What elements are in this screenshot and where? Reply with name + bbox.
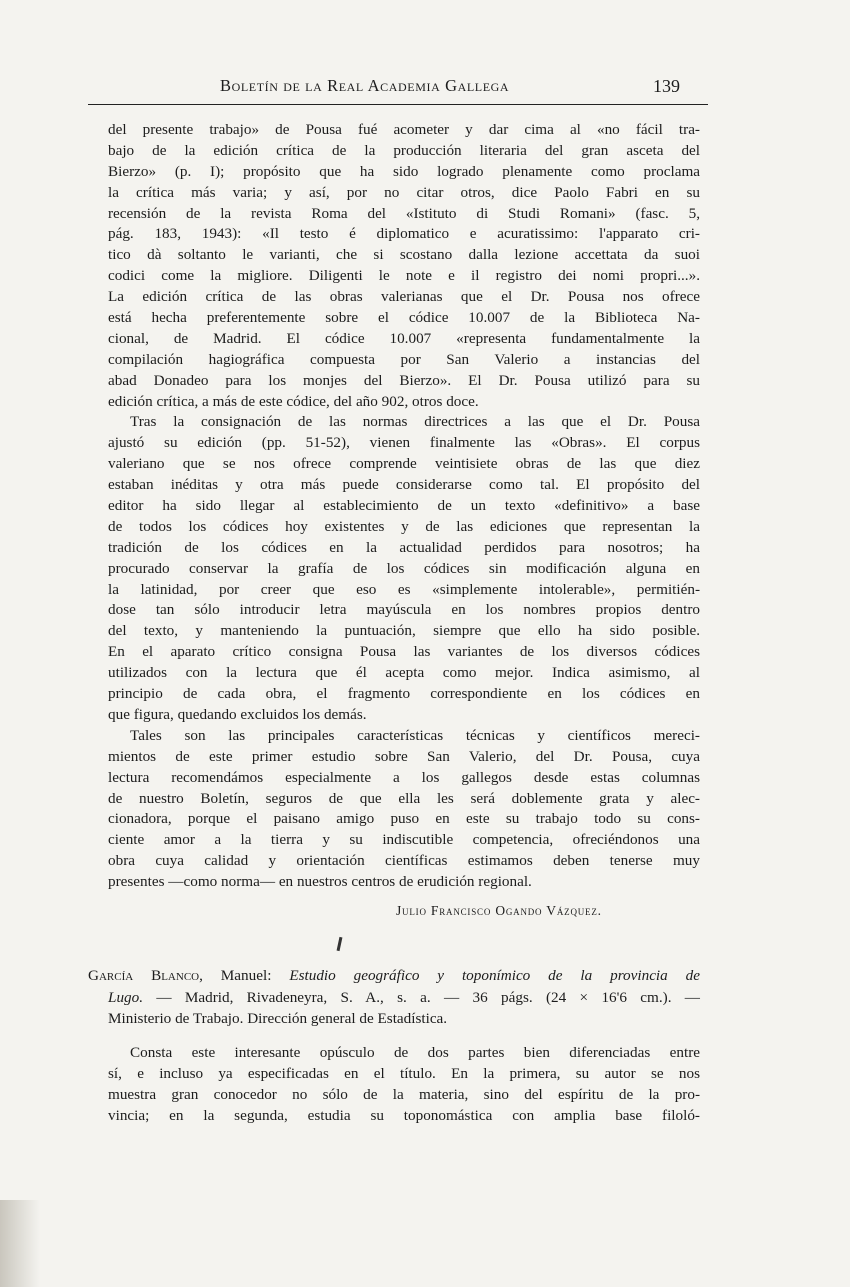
text-line: tradición de los códices en la actualidad perdidos para nosotros; ha [108,538,700,556]
entry-line: Ministerio de Trabajo. Dirección general de Estadística. [108,1010,448,1027]
text-line: bajo de la edición crítica de la producción literaria del gran asceta del [108,141,700,159]
text-line: sí, e incluso ya especificadas en el título. En la primera, su autor se nos [108,1064,700,1082]
text-line: recensión de la revista Roma del «Istituto di Studi Romani» (fasc. 5, [108,204,700,222]
entry-author: García Blanco [88,967,200,984]
text-line: edición crítica, a más de este códice, del año 902, otros doce. [108,392,479,410]
scan-edge-shadow [0,1200,40,1287]
text-line: la latinidad, por creer que eso es «simplemente intolerable», permitién- [108,580,700,598]
text-line: La edición crítica de las obras valerianas que el Dr. Pousa nos ofrece [108,288,700,306]
entry-line [88,987,700,1009]
text-line: dose tan sólo introducir letra mayúscula en los nombres propios dentro [108,601,700,619]
text-line: cionadora, porque el paisano amigo puso en este su trabajo todo su cons- [108,810,700,828]
text-line: de nuestro Boletín, seguros de que ella les será doblemente grata y alec- [108,789,700,807]
text-line: valeriano que se nos ofrece comprende veintisiete obras de las que diez [108,455,700,473]
text-line: tico dà soltanto le varianti, che si scostano dalla lezione accettata da suoi [108,246,700,264]
text-line: obra cuya calidad y orientación científicas estimamos deben tenerse muy [108,852,700,870]
text-line: Bierzo» (p. I); propósito que ha sido logrado plenamente como proclama [108,162,700,180]
text-line: abad Donadeo para los monjes del Bierzo». El Dr. Pousa utilizó para su [108,371,700,389]
text-line: Tras la consignación de las normas directrices a las que el Dr. Pousa [130,413,700,431]
text-line: pág. 183, 1943): «Il testo é diplomatico e acuratissimo: l'apparato cri- [108,225,700,243]
text-line: la crítica más varia; y así, por no citar otros, dice Paolo Fabri en su [108,183,700,201]
review-body [108,120,700,893]
running-head: Boletín de la Real Academia Gallega [220,76,510,95]
text-line: de todos los códices hoy existentes y de las ediciones que representan la [108,517,700,535]
text-line: ajustó su edición (pp. 51-52), vienen finalmente las «Obras». El corpus [108,434,700,452]
text-line: lectura recomendámos especialmente a los gallegos desde estas columnas [108,768,700,786]
text-line: cional, de Madrid. El códice 10.007 «representa fundamentalmente la [108,329,700,347]
bibliographic-entry [88,965,700,1030]
text-line: compilación hagiográfica compuesta por San Valerio a instancias del [108,350,700,368]
text-line: vincia; en la segunda, estudia su toponomástica con amplia base filoló- [108,1106,700,1124]
text-line: del presente trabajo» de Pousa fué acometer y dar cima al «no fácil tra- [108,121,700,138]
separator-mark [337,937,343,951]
text-line: que figura, quedando excluidos los demás. [108,705,367,723]
text-line: editor ha sido llegar al establecimiento de un texto «definitivo» a base [108,497,700,515]
text-line: ciente amor a la tierra y su indiscutible competencia, ofreciéndonos una [108,831,700,849]
review2-body [108,1043,700,1127]
page-number: 139 [653,76,680,96]
page-header [88,70,708,105]
text-line: estaban inéditas y otra más puede considerarse como tal. El propósito del [108,476,700,494]
text-line: Tales son las principales características técnicas y científicos mereci- [130,726,700,744]
text-line: principio de cada obra, el fragmento correspondiente en los códices en [108,685,700,703]
review-signature: Julio Francisco Ogando Vázquez. [396,903,602,918]
entry-title-cont: Lugo. [108,988,144,1006]
text-line: del texto, y manteniendo la puntuación, siempre que ello ha sido posible. [108,622,700,640]
entry-author-rest: , Manuel: [199,967,290,984]
entry-imprint: — Madrid, Rivadeneyra, S. A., s. a. — 36 págs. (24 × 16'6 cm.). — [143,988,700,1006]
text-line: está hecha preferentemente sobre el códice 10.007 de la Biblioteca Na- [108,309,700,327]
entry-title: Estudio geográfico y toponímico de la provincia de [289,967,700,984]
text-line: utilizados con la lectura que él acepta como mejor. Indica asimismo, al [108,664,700,682]
text-line: presentes —como norma— en nuestros centros de erudición regional. [108,873,532,891]
text-line: En el aparato crítico consigna Pousa las variantes de los diversos códices [108,643,700,661]
text-line: Consta este interesante opúsculo de dos partes bien diferenciadas entre [130,1044,700,1061]
text-line: codici come la migliore. Diligenti le note e il registro dei nomi propri...». [108,267,700,285]
text-line: muestra gran conocedor no sólo de la materia, sino del espíritu de la pro- [108,1085,700,1103]
text-line: procurado conservar la grafía de los códices sin modificación alguna en [108,559,700,577]
entry-line [88,965,700,987]
text-line: mientos de este primer estudio sobre San Valerio, del Dr. Pousa, cuya [108,747,700,765]
